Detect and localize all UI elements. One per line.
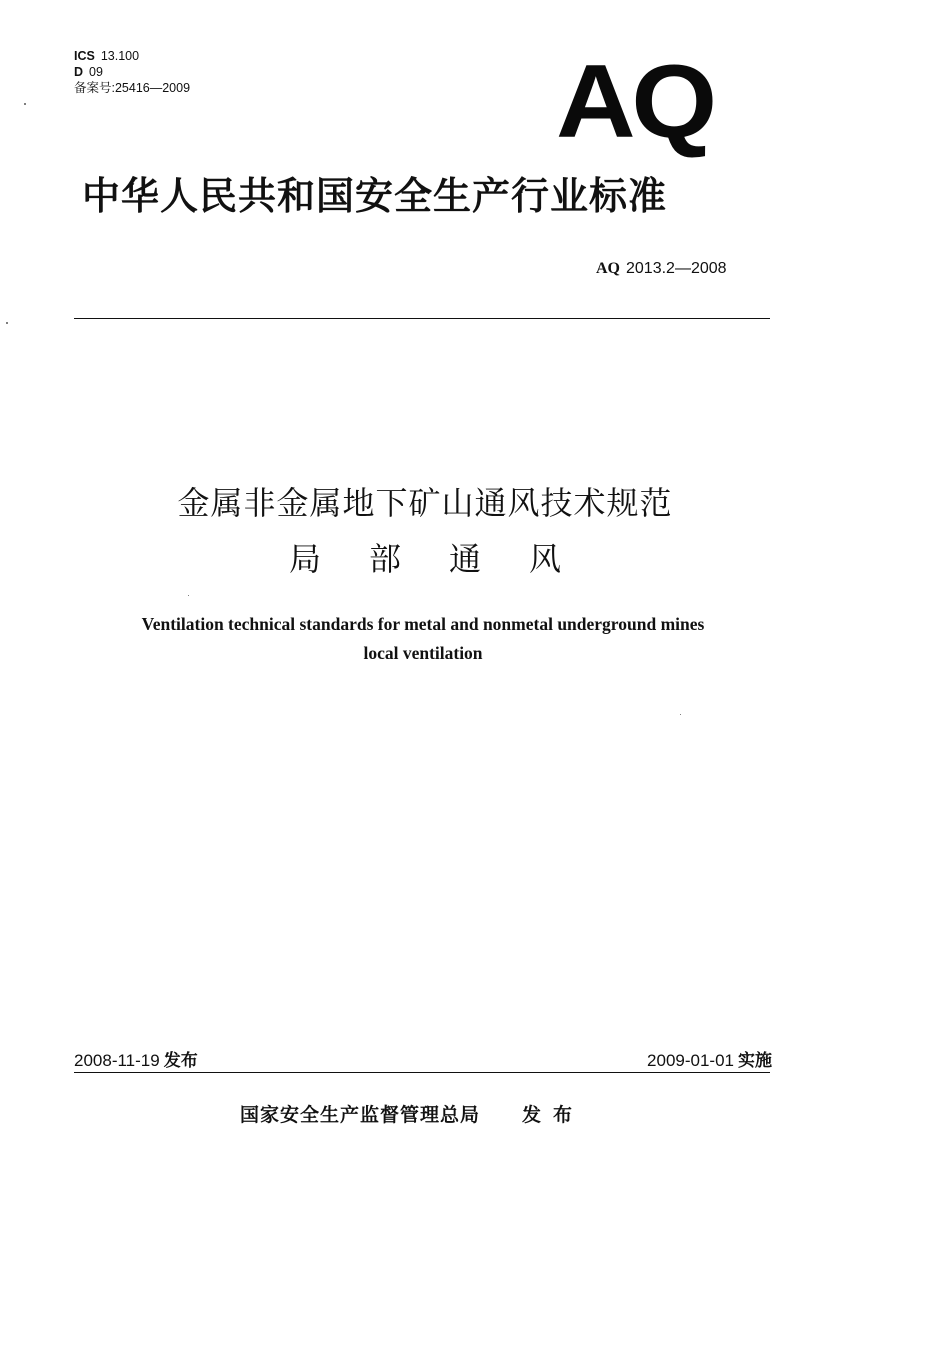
- english-title-line1: Ventilation technical standards for metal and nonmetal underground mines: [141, 614, 705, 634]
- ics-code: 13.100: [100, 49, 140, 63]
- issue-date: [74, 1046, 198, 1071]
- standard-number-prefix: AQ: [596, 260, 620, 277]
- scan-speck: [6, 322, 8, 324]
- scan-speck: [188, 595, 189, 596]
- issuer-name: 国家安全生产监督管理总局: [240, 1104, 481, 1126]
- document-title: 金属非金属地下矿山通风技术规范: [177, 484, 673, 522]
- standard-number: [596, 258, 727, 278]
- issue-date-value: 2008-11-19: [74, 1051, 160, 1070]
- aq-logo: AQ: [556, 44, 713, 160]
- implementation-date-label: 实施: [738, 1051, 772, 1071]
- document-subtitle: 局部通风: [288, 540, 609, 578]
- implementation-date-value: 2009-01-01: [647, 1051, 734, 1070]
- issuer-action: 发布: [522, 1104, 585, 1126]
- bottom-divider: [74, 1072, 770, 1073]
- d-line: [74, 64, 190, 80]
- top-divider: [74, 318, 770, 319]
- ics-label: ICS: [74, 49, 95, 63]
- d-label: D: [74, 65, 84, 79]
- implementation-date: [647, 1046, 772, 1071]
- ics-line: [74, 48, 190, 64]
- record-number: 备案号:25416—2009: [74, 81, 191, 95]
- standard-category: 中华人民共和国安全生产行业标准: [82, 174, 668, 218]
- scan-speck: [24, 103, 26, 105]
- header-meta: [74, 48, 190, 96]
- d-code: 09: [89, 65, 103, 79]
- standard-number-value: 2013.2—2008: [626, 260, 727, 277]
- issue-date-label: 发布: [163, 1051, 198, 1071]
- english-title-line2: local ventilation: [363, 643, 483, 663]
- issuer-line: [240, 1100, 584, 1127]
- scan-speck: [680, 714, 681, 715]
